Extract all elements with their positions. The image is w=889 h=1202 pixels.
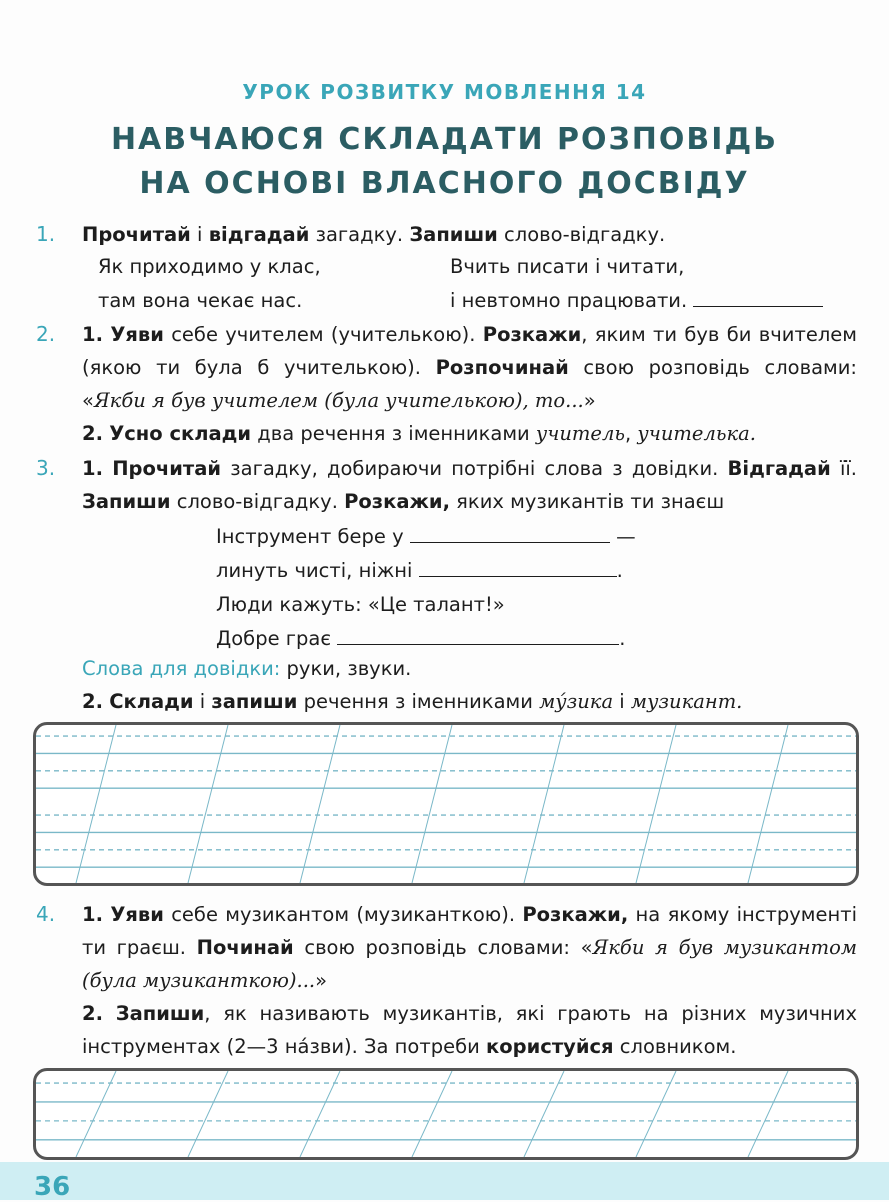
- page-number: 36: [34, 1172, 71, 1202]
- writing-area-2[interactable]: [33, 1068, 859, 1160]
- exercise-1-instruction: [82, 218, 857, 251]
- exercise-3-number: 3.: [36, 456, 56, 480]
- part-number: 2.: [82, 422, 103, 445]
- slant-guide: [76, 1071, 116, 1157]
- answer-blank-2[interactable]: [410, 522, 610, 543]
- text: яких музикантів ти знаєш: [449, 490, 725, 513]
- text: загадку, добираючи потрібні слова з довідки.: [221, 457, 728, 480]
- exercise-2-number: 2.: [36, 322, 56, 346]
- text: , як називають музикантів, які грають на різних музичних інструментах (2—3 на́зви). За потреби: [82, 1002, 857, 1058]
- riddle-line: Вчить писати і читати,: [450, 255, 685, 278]
- part-number: 1.: [82, 323, 103, 346]
- slant-guide: [300, 1071, 340, 1157]
- slant-guide: [748, 1071, 788, 1157]
- keyword: Уяви: [110, 323, 164, 346]
- keyword: Розпочинай: [435, 356, 569, 379]
- text: »: [315, 969, 328, 992]
- italic-word: му́зика: [539, 690, 614, 713]
- text: »: [583, 389, 596, 412]
- slant-guide: [76, 725, 116, 883]
- riddle-line: Добре грає: [216, 627, 332, 650]
- writing-area-1[interactable]: [33, 722, 859, 886]
- text: свою розповідь словами: «: [293, 936, 593, 959]
- keyword: Прочитай: [112, 457, 222, 480]
- text: і: [193, 690, 212, 713]
- riddle-line: Як приходимо у клас,: [98, 255, 321, 278]
- riddle-line: там вона чекає нас.: [98, 289, 303, 312]
- text: , яким ти був би вчителем (якою ти була б учителькою).: [82, 323, 857, 379]
- part-number: 1.: [82, 903, 103, 926]
- italic-word: музикант.: [630, 690, 743, 713]
- slant-guide: [748, 725, 788, 883]
- slant-guide: [524, 725, 564, 883]
- hint-label: Слова для довідки:: [82, 657, 281, 680]
- slant-guide: [412, 1071, 452, 1157]
- riddle-line: і невтомно працювати.: [450, 289, 688, 312]
- riddle-line: Інструмент бере у: [216, 525, 404, 548]
- slant-guide: [188, 1071, 228, 1157]
- answer-blank-1[interactable]: [693, 286, 823, 307]
- text: загадку.: [309, 223, 410, 246]
- part-number: 2.: [82, 690, 103, 713]
- keyword: Склади: [109, 690, 194, 713]
- keyword: Запиши: [115, 1002, 205, 1025]
- lesson-title: [0, 118, 889, 206]
- text: два речення з іменниками: [251, 422, 536, 445]
- keyword: Розкажи: [482, 323, 582, 346]
- keyword: відгадай: [208, 223, 310, 246]
- keyword: Запиши: [82, 490, 171, 513]
- keyword: Починай: [196, 936, 294, 959]
- italic-phrase: Якби я був музикантом (була музиканткою)...: [82, 936, 857, 992]
- slant-guide: [524, 1071, 564, 1157]
- slant-guide: [300, 725, 340, 883]
- keyword: Відгадай: [727, 457, 831, 480]
- riddle-line: Люди кажуть: «Це талант!»: [216, 593, 505, 616]
- footer-band: [0, 1162, 889, 1200]
- slant-guide: [636, 1071, 676, 1157]
- exercise-4-instruction: [82, 898, 857, 1063]
- slant-guide: [636, 725, 676, 883]
- riddle-line: линуть чисті, ніжні: [216, 559, 413, 582]
- ruling-lines: [36, 1071, 856, 1157]
- punctuation: —: [616, 525, 636, 548]
- text: себе учителем (учителькою).: [163, 323, 483, 346]
- title-line-2: НА ОСНОВІ ВЛАСНОГО ДОСВІДУ: [139, 166, 750, 201]
- exercise-2-instruction: [82, 318, 857, 450]
- punctuation: .: [619, 627, 626, 650]
- italic-word: учитель: [535, 422, 625, 445]
- text: її.: [830, 457, 857, 480]
- text: і: [190, 223, 209, 246]
- keyword: Розкажи,: [344, 490, 450, 513]
- italic-word: учителька.: [637, 422, 756, 445]
- punctuation: .: [616, 559, 623, 582]
- keyword: Розкажи,: [522, 903, 629, 926]
- riddle-3: [216, 520, 636, 656]
- answer-blank-4[interactable]: [337, 624, 619, 645]
- text: на якому інструменті ти граєш.: [82, 903, 857, 959]
- exercise-1-number: 1.: [36, 222, 56, 246]
- italic-phrase: Якби я був учителем (була учителькою), то...: [93, 389, 584, 412]
- text: слово-відгадку.: [497, 223, 666, 246]
- exercise-4-number: 4.: [36, 902, 56, 926]
- keyword: Усно склади: [109, 422, 252, 445]
- slant-guide: [412, 725, 452, 883]
- riddle-1-left: [98, 250, 321, 318]
- part-number: 1.: [82, 457, 103, 480]
- part-number: 2.: [82, 1002, 103, 1025]
- slant-guide: [188, 725, 228, 883]
- exercise-3-part-2: [82, 652, 857, 718]
- text: речення з іменниками: [297, 690, 540, 713]
- title-line-1: НАВЧАЮСЯ СКЛАДАТИ РОЗПОВІДЬ: [110, 122, 779, 157]
- text: ,: [625, 422, 638, 445]
- text: слово-відгадку.: [170, 490, 345, 513]
- exercise-3-instruction: [82, 452, 857, 518]
- keyword: Запиши: [409, 223, 498, 246]
- hint-words: руки, звуки.: [280, 657, 412, 680]
- lesson-subtitle: УРОК РОЗВИТКУ МОВЛЕННЯ 14: [242, 80, 647, 104]
- keyword: запиши: [211, 690, 298, 713]
- ruling-lines: [36, 725, 856, 883]
- text: себе музикантом (музиканткою).: [163, 903, 523, 926]
- text: словником.: [613, 1035, 737, 1058]
- answer-blank-3[interactable]: [419, 556, 617, 577]
- keyword: Прочитай: [82, 223, 191, 246]
- text: і: [613, 690, 631, 713]
- keyword: користуйся: [486, 1035, 614, 1058]
- keyword: Уяви: [110, 903, 164, 926]
- riddle-1-right: [450, 250, 823, 318]
- text: свою розповідь словами: «: [82, 356, 857, 412]
